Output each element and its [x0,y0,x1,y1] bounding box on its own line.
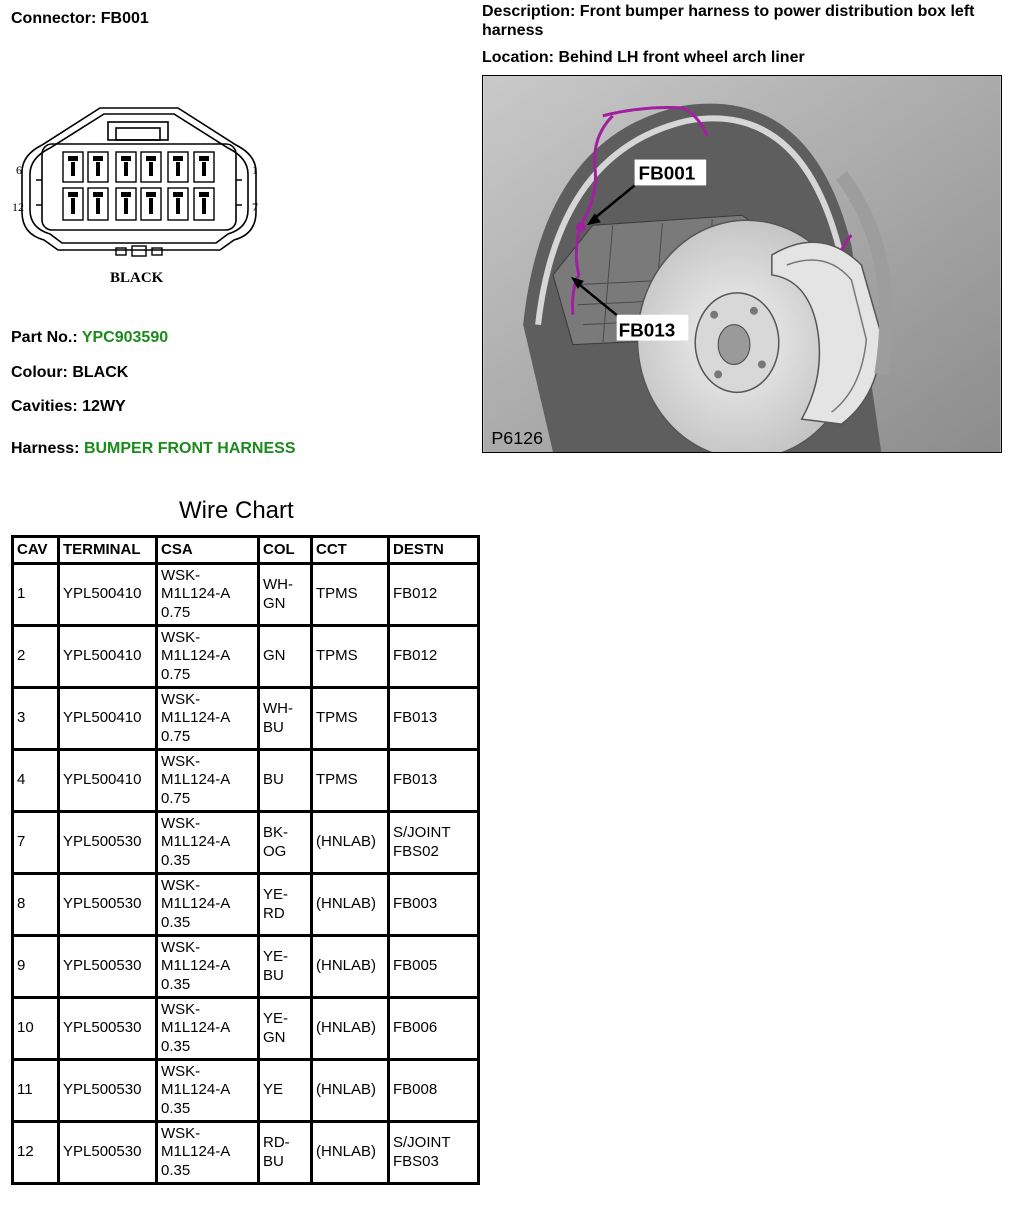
cell-col [259,936,312,998]
cell-cct: (HNLAB) [312,874,389,936]
cell-col-line: BU [263,771,284,789]
cell-csa-line: WSK- [161,752,201,770]
cell-col-line: YE- [263,1010,289,1027]
cell-col-line: WH- [263,576,293,593]
table-row [13,1122,479,1184]
cell-col-line: OG [263,842,287,860]
table-row [13,874,479,936]
description-label: Description: [482,3,576,20]
table-row [13,812,479,874]
cell-csa-line: WSK- [161,566,201,584]
cell-csa-line: WSK- [161,814,201,832]
cell-csa-line: M1L124-A [161,833,231,851]
table-row [13,564,479,626]
table-row [13,998,479,1060]
cell-col-line: WH- [263,700,293,717]
cell-destn [389,1122,479,1184]
cell-csa-line: 0.75 [161,727,191,745]
cell-cav: 10 [13,998,59,1060]
colour-label: Colour: [11,364,68,381]
cell-destn [389,1060,479,1122]
cell-col [259,626,312,688]
cell-cav: 1 [13,564,59,626]
cell-col-line: RD [263,904,285,922]
photo-ref-label: P6126 [491,428,544,449]
cell-csa [157,564,259,626]
cell-destn [389,812,479,874]
cell-destn [389,626,479,688]
harness-label: Harness: [11,440,80,457]
cell-col-line: BU [263,718,284,736]
cell-col [259,1122,312,1184]
cell-csa [157,812,259,874]
cell-cct: TPMS [312,564,389,626]
cell-destn-line: S/JOINT [393,824,451,841]
cell-csa-line: 0.75 [161,789,191,807]
cell-terminal: YPL500530 [59,812,157,874]
cell-col [259,874,312,936]
cell-csa-line: WSK- [161,1124,201,1142]
cell-terminal: YPL500530 [59,1122,157,1184]
header-cav: CAV [13,537,59,564]
cell-csa-line: M1L124-A [161,771,231,789]
diagram-color-label: BLACK [110,270,164,286]
cell-terminal: YPL500410 [59,750,157,812]
cell-csa [157,1122,259,1184]
cell-cct: (HNLAB) [312,812,389,874]
location [482,49,805,67]
cell-terminal: YPL500410 [59,688,157,750]
cell-terminal: YPL500530 [59,1060,157,1122]
cell-cct: TPMS [312,688,389,750]
table-row [13,626,479,688]
header-cct: CCT [312,537,389,564]
header-csa: CSA [157,537,259,564]
cell-destn-line: FB008 [393,1081,438,1099]
colour [11,364,128,382]
cell-csa-line: WSK- [161,1062,201,1080]
cell-cav: 8 [13,874,59,936]
description [482,2,1007,40]
cell-destn [389,998,479,1060]
cell-csa-line: 0.35 [161,851,191,869]
table-row [13,688,479,750]
table-row [13,750,479,812]
cell-csa [157,626,259,688]
harness [11,440,296,458]
cell-cct: TPMS [312,626,389,688]
callout-fb001: FB001 [638,163,696,185]
cell-destn-line: FB013 [393,709,438,727]
wire-chart-title: Wire Chart [179,497,294,524]
cell-destn-line: FB012 [393,585,438,603]
cell-col-line: RD- [263,1134,290,1151]
cell-col-line: YE [263,1081,284,1099]
cell-destn-line: FB012 [393,647,438,665]
pin-label-7: 7 [252,200,258,214]
cell-col-line: BK- [263,824,289,841]
table-header-row [13,537,479,564]
table-row [13,1060,479,1122]
cell-destn-line: FB005 [393,957,438,975]
cell-terminal: YPL500410 [59,564,157,626]
cell-csa-line: WSK- [161,690,201,708]
cell-csa-line: WSK- [161,876,201,894]
part-number [11,329,168,347]
callout-fb013: FB013 [618,320,676,342]
location-value: Behind LH front wheel arch liner [558,49,805,66]
cell-terminal: YPL500410 [59,626,157,688]
cell-csa-line: M1L124-A [161,709,231,727]
cell-destn [389,874,479,936]
harness-link[interactable]: BUMPER FRONT HARNESS [83,440,296,457]
cell-csa [157,874,259,936]
pin-label-6: 6 [16,163,22,177]
cell-destn [389,564,479,626]
pin-label-1: 1 [252,163,258,177]
header-col: COL [259,537,312,564]
cell-csa-line: M1L124-A [161,1143,231,1161]
cavities-label: Cavities: [11,398,78,415]
cell-csa-line: WSK- [161,1000,201,1018]
colour-value: BLACK [72,364,129,381]
cell-cct: TPMS [312,750,389,812]
cell-col-line: GN [263,1028,286,1046]
cell-csa-line: WSK- [161,628,201,646]
cell-destn-line: S/JOINT [393,1134,451,1151]
cell-col [259,812,312,874]
cell-cav: 9 [13,936,59,998]
cell-cav: 3 [13,688,59,750]
cell-col [259,1060,312,1122]
cell-csa-line: 0.35 [161,975,191,993]
connector-title [11,10,149,28]
cell-csa-line: 0.35 [161,1161,191,1179]
cell-destn-line: FBS03 [393,1152,439,1170]
cell-terminal: YPL500530 [59,936,157,998]
cell-csa-line: WSK- [161,938,201,956]
part-number-label: Part No.: [11,329,78,346]
cell-cav: 11 [13,1060,59,1122]
cell-csa-line: 0.35 [161,913,191,931]
cell-csa-line: 0.35 [161,1037,191,1055]
cell-col-line: GN [263,647,286,665]
cell-cav: 12 [13,1122,59,1184]
cell-destn [389,688,479,750]
cavities [11,398,126,416]
cell-cct: (HNLAB) [312,1060,389,1122]
cell-terminal: YPL500530 [59,874,157,936]
cell-csa [157,750,259,812]
header-destn: DESTN [389,537,479,564]
cell-csa [157,936,259,998]
cell-col-line: BU [263,1152,284,1170]
cell-cav: 2 [13,626,59,688]
cavities-value: 12WY [82,398,126,415]
header-terminal: TERMINAL [59,537,157,564]
cell-cct: (HNLAB) [312,998,389,1060]
cell-col [259,688,312,750]
description-value: Front bumper harness to power distribution box left harness [482,3,975,39]
cell-col [259,750,312,812]
cell-csa-line: M1L124-A [161,957,231,975]
cell-destn-line: FBS02 [393,842,439,860]
cell-col [259,564,312,626]
cell-csa-line: M1L124-A [161,585,231,603]
cell-cct: (HNLAB) [312,936,389,998]
cell-col-line: YE- [263,886,289,903]
wire-chart-table [11,535,480,1185]
cell-destn [389,936,479,998]
connector-pin-diagram [8,100,270,295]
cell-cav: 7 [13,812,59,874]
cell-csa-line: 0.75 [161,603,191,621]
cell-cav: 4 [13,750,59,812]
pin-label-12: 12 [12,200,24,214]
cell-col-line: GN [263,594,286,612]
cell-col-line: BU [263,966,284,984]
cell-csa-line: M1L124-A [161,895,231,913]
location-photo [482,75,1002,453]
cell-destn-line: FB013 [393,771,438,789]
part-number-link[interactable]: YPC903590 [81,329,169,346]
cell-col [259,998,312,1060]
cell-csa-line: M1L124-A [161,1019,231,1037]
connector-value: FB001 [100,10,149,27]
cell-csa-line: M1L124-A [161,1081,231,1099]
cell-terminal: YPL500530 [59,998,157,1060]
cell-csa-line: M1L124-A [161,647,231,665]
cell-destn [389,750,479,812]
cell-csa-line: 0.35 [161,1099,191,1117]
connector-label: Connector: [11,10,97,27]
table-row [13,936,479,998]
cell-csa-line: 0.75 [161,665,191,683]
cell-csa [157,998,259,1060]
cell-cct: (HNLAB) [312,1122,389,1184]
cell-col-line: YE- [263,948,289,965]
cell-destn-line: FB003 [393,895,438,913]
cell-csa [157,1060,259,1122]
cell-destn-line: FB006 [393,1019,438,1037]
location-label: Location: [482,49,554,66]
cell-csa [157,688,259,750]
